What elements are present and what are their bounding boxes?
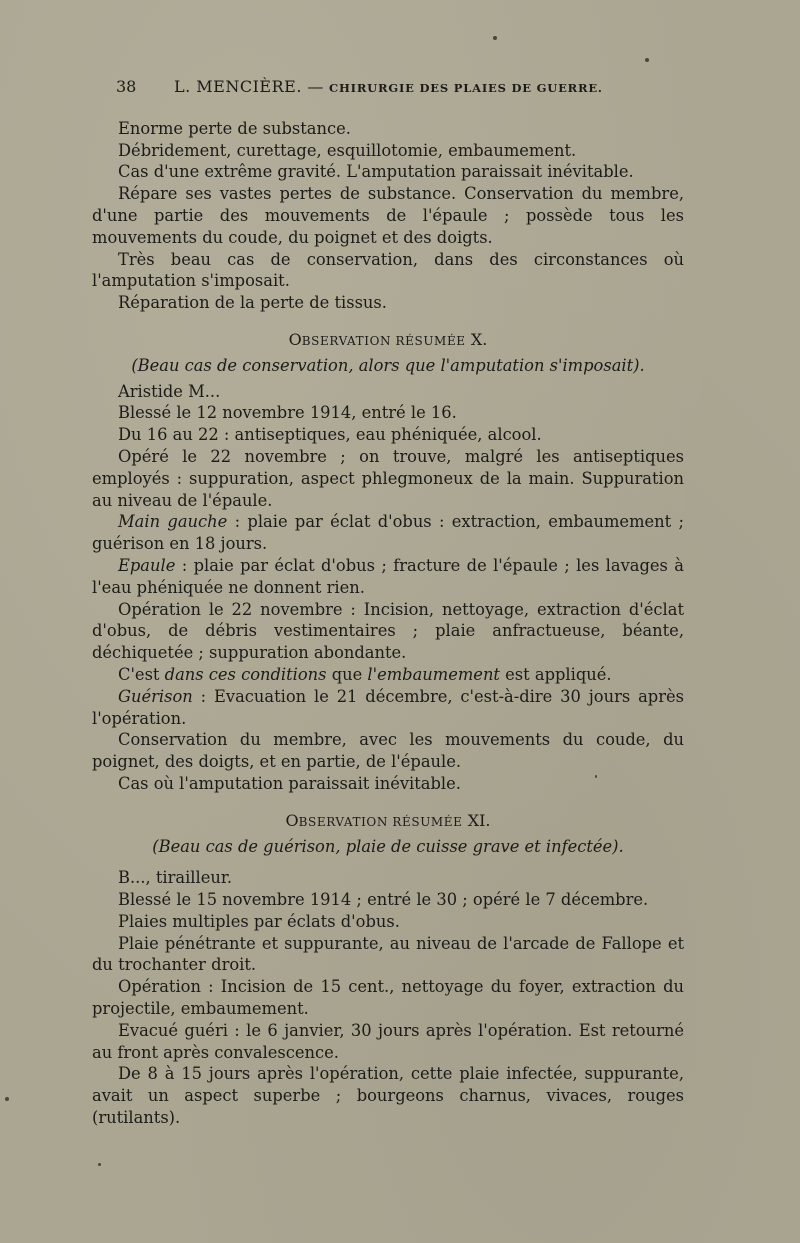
author-name: L. MENCIÈRE.: [174, 77, 302, 96]
paragraph: Plaies multiples par éclats d'obus.: [118, 911, 400, 931]
paragraph: Enorme perte de substance.: [118, 118, 351, 138]
paragraph: Blessé le 15 novembre 1914 ; entré le 30 ; opéré le 7 décembre.: [118, 890, 649, 910]
paragraph: Réparation de la perte de tissus.: [118, 293, 387, 313]
paper-speck: [493, 36, 497, 40]
page-content: [92, 76, 684, 1129]
running-header: [116, 76, 680, 100]
paragraph: C'est dans ces conditions que l'embaumement est appliqué.: [118, 664, 612, 684]
paragraph: Guérison : Evacuation le 21 décembre, c'est-à-dire 30 jours après l'opération.: [92, 686, 684, 728]
paper-speck: [98, 1163, 101, 1166]
paragraph: De 8 à 15 jours après l'opération, cette plaie infectée, suppurante, avait un aspect superbe ; bourgeons charnus, vivaces, rouges (rutilants).: [92, 1064, 684, 1128]
paragraph: Blessé le 12 novembre 1914, entré le 16.: [118, 403, 457, 423]
paragraph: Très beau cas de conservation, dans des circonstances où l'amputation s'imposait.: [92, 249, 684, 291]
running-title: [174, 76, 603, 100]
paragraph: Plaie pénétrante et suppurante, au niveau de l'arcade de Fallope et du trochanter droit.: [92, 933, 684, 975]
main-gauche-label: Main gauche: [118, 512, 228, 532]
paragraph: Evacué guéri : le 6 janvier, 30 jours après l'opération. Est retourné au front après convalescence.: [92, 1020, 684, 1062]
paragraph: Opération : Incision de 15 cent., nettoyage du foyer, extraction du projectile, embaumement.: [92, 977, 684, 1019]
paragraph: Main gauche : plaie par éclat d'obus : extraction, embaumement ; guérison en 18 jours.: [92, 512, 684, 554]
paper-speck: [5, 1097, 9, 1101]
observation-xi-subtitle: (Beau cas de guérison, plaie de cuisse grave et infectée).: [152, 836, 624, 856]
paragraph: Epaule : plaie par éclat d'obus ; fracture de l'épaule ; les lavages à l'eau phéniquée ne donnent rien.: [92, 555, 684, 597]
paragraph: B..., tirailleur.: [118, 868, 232, 888]
paragraph: Opéré le 22 novembre ; on trouve, malgré les antiseptiques employés : suppuration, aspect phlegmoneux de la main. Suppuration au niveau de l'épaule.: [92, 446, 684, 510]
paragraph: Conservation du membre, avec les mouvements du coude, du poignet, des doigts, et en partie, de l'épaule.: [92, 730, 684, 772]
paper-speck: [645, 58, 649, 62]
guerison-label: Guérison: [118, 686, 193, 706]
observation-xi-heading: OBSERVATION RÉSUMÉE XI.: [285, 810, 491, 830]
paragraph: Du 16 au 22 : antiseptiques, eau phéniquée, alcool.: [118, 425, 542, 445]
observation-x-heading: OBSERVATION RÉSUMÉE X.: [288, 329, 488, 349]
paragraph: Répare ses vastes pertes de substance. Conservation du membre, d'une partie des mouvements de l'épaule ; possède tous les mouvements du coude, du poignet et des doigts.: [92, 184, 684, 247]
paragraph: Cas où l'amputation paraissait inévitable.: [118, 773, 461, 793]
header-dash: —: [307, 77, 324, 96]
paragraph: Aristide M...: [118, 381, 221, 401]
page-number: 38: [116, 77, 137, 96]
paragraph: Cas d'une extrême gravité. L'amputation paraissait inévitable.: [118, 162, 634, 182]
paragraph: Débridement, curettage, esquillotomie, embaumement.: [118, 140, 577, 160]
observation-x-subtitle: (Beau cas de conservation, alors que l'amputation s'imposait).: [131, 355, 645, 375]
paragraph: Opération le 22 novembre : Incision, nettoyage, extraction d'éclat d'obus, de débris vestimentaires ; plaie anfractueuse, béante, déchiquetée ; suppuration abondante.: [92, 599, 684, 663]
book-title: CHIRURGIE DES PLAIES DE GUERRE.: [329, 81, 603, 95]
epaule-label: Epaule: [118, 555, 176, 575]
